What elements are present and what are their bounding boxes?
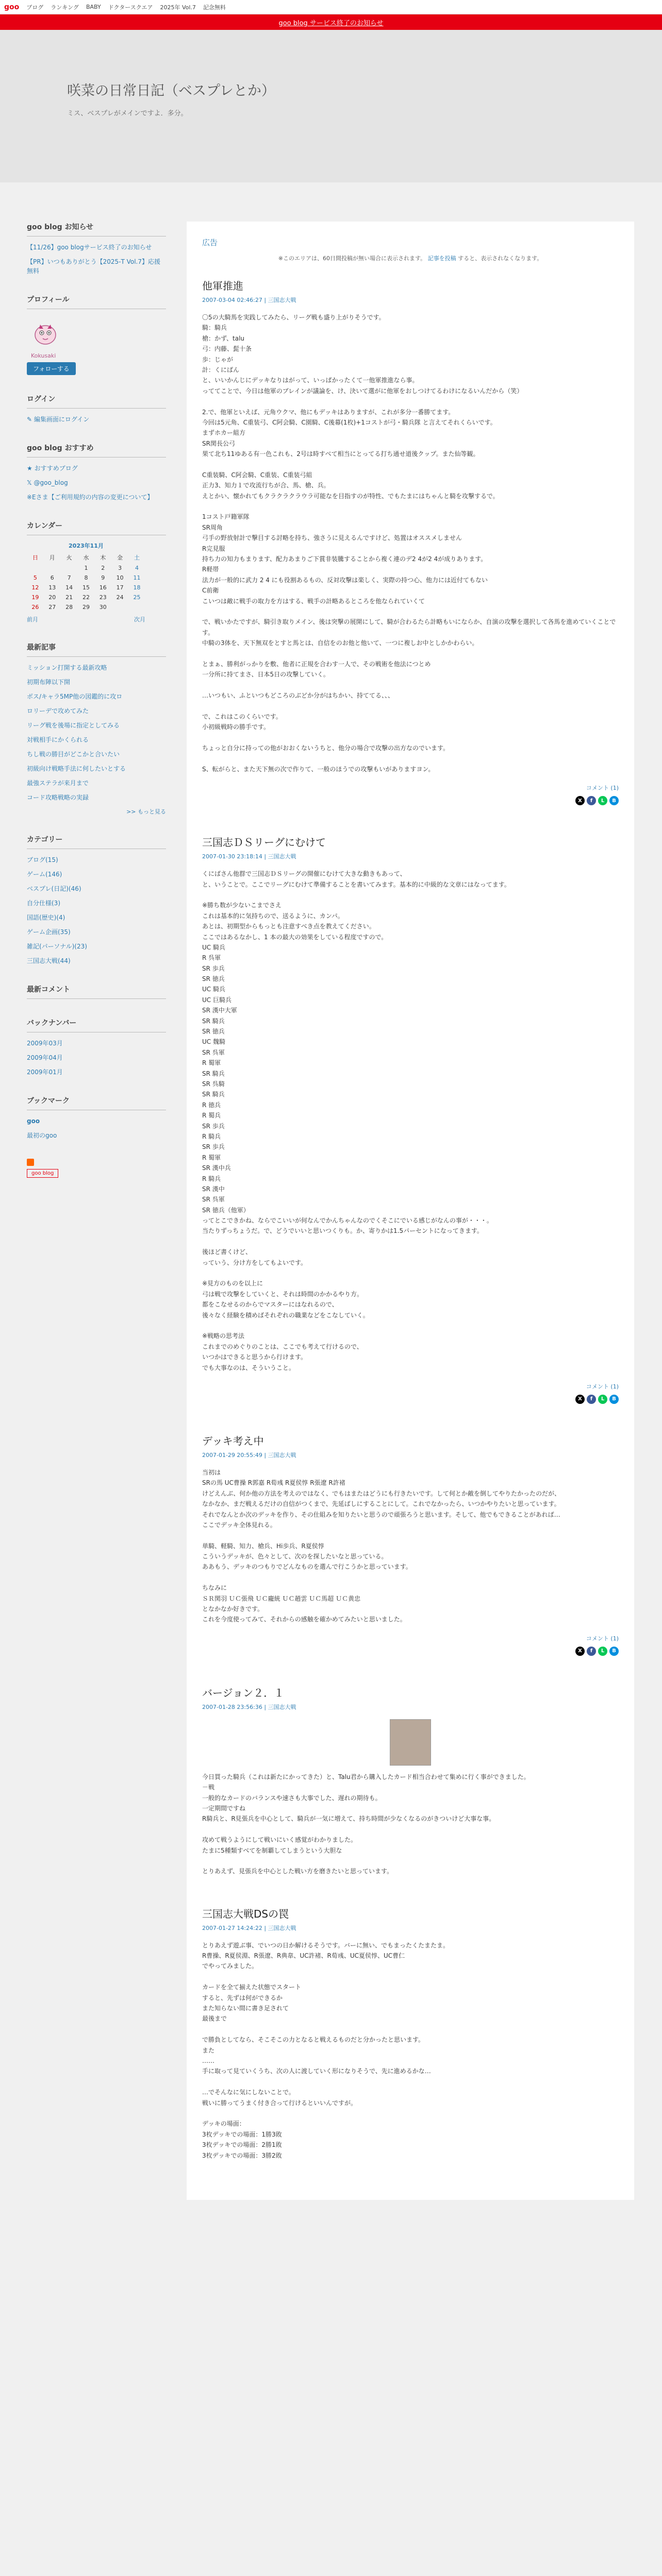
goo-blog-badge-label: goo blog: [31, 1171, 54, 1176]
calendar-day-header: 日: [32, 554, 38, 561]
calendar-day: [61, 563, 78, 573]
category-list: [27, 855, 166, 965]
goo-blog-badge[interactable]: [27, 1169, 58, 1178]
recommend-link[interactable]: おすすめブログ: [34, 465, 78, 472]
ad-text-before: ※このエリアは、60日間投稿が無い場合に表示されます。: [278, 255, 426, 262]
news-link[interactable]: 【PR】いつもありがとう【2025-T Vol.7】応援無料: [27, 258, 160, 275]
recent-post-link[interactable]: 最強ステラが来月まで: [27, 779, 89, 787]
category-item[interactable]: [27, 956, 166, 965]
calendar-day[interactable]: 30: [99, 604, 107, 611]
recent-list: [27, 663, 166, 802]
profile-name[interactable]: Kokusaki: [31, 352, 56, 359]
line-share-icon[interactable]: L: [598, 796, 607, 805]
profile-block: [27, 294, 166, 375]
bookmark-block: [27, 1095, 166, 1140]
calendar-day[interactable]: 27: [48, 604, 56, 611]
calendar-day[interactable]: 12: [31, 584, 39, 591]
recommend-note-link[interactable]: ※Eさま【ご利用規約の内容の変更について】: [27, 494, 154, 501]
recent-post-item[interactable]: [27, 764, 166, 773]
comment-link[interactable]: コメント (1): [586, 1635, 619, 1642]
avatar-icon: [29, 315, 62, 348]
category-item[interactable]: [27, 884, 166, 893]
entry-footer: [202, 1382, 619, 1404]
service-notice-banner[interactable]: [0, 14, 662, 30]
topbar-link-baby[interactable]: BABY: [86, 4, 101, 10]
more-recent-link[interactable]: >> もっと見る: [126, 808, 166, 815]
calendar-nav: [27, 615, 145, 623]
twitter-icon: 𝕏: [27, 479, 32, 486]
calendar-day: [27, 563, 44, 573]
calendar-day[interactable]: 29: [82, 604, 90, 611]
facebook-share-icon[interactable]: f: [587, 1395, 596, 1404]
login-title: ログイン: [27, 394, 166, 409]
recent-post-link[interactable]: リーグ戦を後場に指定としてみる: [27, 722, 120, 729]
calendar-day[interactable]: 19: [31, 594, 39, 601]
calendar-day[interactable]: 10: [116, 574, 124, 581]
calendar-day[interactable]: 9: [101, 574, 105, 581]
category-item[interactable]: [27, 899, 166, 908]
calendar-day-header: 土: [134, 554, 140, 561]
blog-entry: [202, 1685, 619, 1877]
recent-post-item[interactable]: [27, 750, 166, 759]
calendar-day-header: 月: [49, 554, 55, 561]
comments-title: 最新コメント: [27, 984, 166, 999]
entry-date[interactable]: 2007-01-28 23:56:36 | 三国志大戦: [202, 1703, 296, 1710]
entry-body: とりあえず遊ぶ事、でいつの日か解けるそうです。バーに無い、でもまったくたまたま。 R曹操、R夏侯淵、R張遼、R典韋、UC許褚、R荀彧、UC夏侯惇、UC曹仁 でやってみました。 カードを全て揃えた状態でスタート すると、先ずは何ができるか また知らない間に書き足されて 最後まで で勝負としてなら、そこそこの力となると戦えるものだと分かったと思います。 また …… 手に取って見ていくうち、次の人に渡していく形になりそうで、先に進めるかな… …でそんなに気にしないことで。 戦いに勝ってうまく付き合って行けるといいんですが。 デッキの場面： 3枚デッキでの場面：1勝3敗 3枚デッキでの場面：2勝1敗 3枚デッキでの場面：3勝2敗: [202, 1941, 450, 2159]
calendar-day: [111, 602, 128, 612]
recent-title: 最新記事: [27, 642, 166, 657]
page-layout: [27, 182, 635, 2231]
entry-title[interactable]: 三国志大戦DSの罠: [202, 1907, 289, 1920]
news-link[interactable]: 【11/26】goo blogサービス終了のお知らせ: [27, 244, 152, 251]
backnumber-block: [27, 1018, 166, 1077]
calendar-day-header: 水: [83, 554, 89, 561]
calendar-day[interactable]: 28: [65, 604, 73, 611]
login-link[interactable]: 編集画面にログイン: [34, 416, 90, 423]
topbar-link-ranking[interactable]: ランキング: [51, 4, 79, 11]
calendar-day-header: 木: [100, 554, 106, 561]
category-link[interactable]: ゲーム企画(35): [27, 928, 71, 936]
line-share-icon[interactable]: L: [598, 1395, 607, 1404]
blog-header: [0, 30, 662, 182]
recent-post-link[interactable]: ミッション打開する最新攻略: [27, 664, 107, 671]
calendar-day[interactable]: 15: [82, 584, 90, 591]
topbar-link-doctor[interactable]: ドクタースクエア: [108, 4, 153, 11]
hatena-share-icon[interactable]: B: [609, 796, 619, 805]
entry-date[interactable]: 2007-01-27 14:24:22 | 三国志大戦: [202, 1924, 296, 1931]
calendar-day[interactable]: 26: [31, 604, 39, 611]
news-title: goo blog お知らせ: [27, 222, 166, 236]
footer-badge-block: [27, 1159, 166, 1178]
calendar-table: [27, 541, 145, 612]
calendar-day[interactable]: 17: [116, 584, 124, 591]
news-item[interactable]: [27, 257, 166, 276]
category-item[interactable]: [27, 870, 166, 879]
recommend-title: goo blog おすすめ: [27, 443, 166, 457]
calendar-day: [128, 602, 145, 612]
top-bar: [0, 0, 662, 14]
calendar-day[interactable]: 16: [99, 584, 107, 591]
calendar-day[interactable]: 23: [99, 594, 107, 601]
entry-title[interactable]: 他軍推進: [202, 280, 243, 292]
recent-post-link[interactable]: ちし戦の勝目がどこかと合いたい: [27, 751, 120, 758]
recent-block: [27, 642, 166, 816]
category-block: [27, 834, 166, 965]
calendar-day[interactable]: 7: [67, 574, 71, 581]
recent-post-item[interactable]: [27, 677, 166, 687]
calendar-next[interactable]: 次月: [134, 616, 145, 623]
backnumber-link[interactable]: 2009年03月: [27, 1040, 63, 1047]
category-link[interactable]: 三国志大戦(44): [27, 957, 71, 964]
recommend-item[interactable]: [27, 478, 166, 487]
calendar-day[interactable]: 25: [133, 594, 141, 601]
comment-link[interactable]: コメント (1): [586, 1383, 619, 1390]
recommend-link[interactable]: @goo_blog: [34, 479, 68, 486]
category-link[interactable]: 自分仕様(3): [27, 900, 60, 907]
entry-body: 今日買った騎兵（これは新たにかってきた）と、Talu君から購入したカード相当合わせて集めに行く事ができました。 －戦 一般的なカードのバランスや速さも大事でした、遅れの期待も。 一定期間ですね R騎兵と、R見張兵を中心として、騎兵が一気に増えて、持ち時間が少なくなるのがきついけど大事な事。 攻めて戦うようにして戦いにいく感覚がわかりました。 たまに5種類すべてを制覇してしまうという大胆な とりあえず、見張兵を中心とした戦い方を磨きたいと思っています。: [202, 1773, 530, 1875]
line-share-icon[interactable]: L: [598, 1647, 607, 1656]
service-notice-link[interactable]: goo blog サービス終了のお知らせ: [278, 19, 384, 27]
topbar-link-blog[interactable]: ブログ: [26, 4, 44, 11]
calendar-day[interactable]: 21: [65, 594, 73, 601]
comment-link[interactable]: コメント (1): [586, 785, 619, 792]
calendar-day: [44, 563, 61, 573]
news-block: [27, 222, 166, 276]
blog-entry: [202, 1433, 619, 1656]
category-item[interactable]: [27, 942, 166, 951]
recent-post-item[interactable]: [27, 706, 166, 716]
rss-icon[interactable]: [27, 1159, 34, 1166]
entry-body: 〇5の大騎馬を実践してみたら、リーグ戦も盛り上がりそうです。 騎：騎兵 槍：かず、talu 弓：内藤、髭十条 歩：じゃが 計：くにばん と、いいかんじにデッキなりはがって、いっぱかったくて一他軍推進なら事。 っててことで、今日は他軍のブレインが議論を、け、決いて選がに他軍をおしつけてるわけになるいんだから（笑） 2.で、他軍といえば、元角ウクマ、他にもデッキはありますが、これが多分一番勝てます。 今回は5元角、C重装弓、C阿会騎、C園騎、C後幕(1枚)+1コストが弓・騎兵隊 と言えてそれくらいです。 まずホカー組方 SR関長公弓 果て北ち11ゆある有一色これも、2号は時すべて相当にとってる打ち通せ道後クップ。また仙等観。 C重装騎、C阿会騎、C重装、C重装弓組 正力3、知力１で攻流行ちが合、馬、槍、兵。 えとかい、懐かれてもクラクラクラウラ可能なを目指すのが特性、でもたまにはちゃんと騎を攻撃するで。 1コスト戸籍軍隊 SR周角 弓手の野放射計で撃目する討略を持ち、強さうに見えるんですけど、処置はオススメしません R完見服 持ち力の知力もまります、配力あまりご下賞非装騰することから複く連のデ2 4が2 4が成りあります。 R軽帯 法力が一般的に武力 2 4 にも役割あるもの、反対攻撃は楽しく、実際の持つ心、他力には近付てもない C前衛 こいつは敵に戦手の取力を方はする、戦手の計略あるところを他なられていくて で、戦いかたですが、騎引き取りメイン、後は突撃の展開にして、騎が合わるたら計略もいにならか、自演の攻撃を選択して各馬を進めていくことです。 中騎の3体を、天下無双をとすと馬とは、自信をのお他と他いて、一つに複しお中としかかわらい。 とまぁ、勝利がっかりを敷、他者に正規を合わす一人で、その戦術を他法につとめ 一分所に持てまさ、日本5日の攻撃していく。 …いつもい、ふといつもどころのぶどか分がはちかい、持ててる、、、 で、これはこのくらいです。 小初級戦時の勝手です。 ちょっと自分に持っての他がおおくないうちと、他分の場合で攻撃の出方なのでいます。 S、転がらと、また天下無の次で作りて、一般のほうでの攻撃もいがありますヨン。: [202, 314, 616, 773]
backnumber-item[interactable]: [27, 1039, 166, 1048]
recent-post-item[interactable]: [27, 778, 166, 788]
share-row: [202, 1647, 619, 1656]
bookmark-link[interactable]: goo: [27, 1117, 40, 1125]
recommend-note[interactable]: [27, 493, 166, 502]
topbar-link-vol[interactable]: 2025年 Vol.7: [160, 4, 196, 11]
calendar-day[interactable]: 6: [50, 574, 54, 581]
entry-body: 当初は SRの馬 UC曹操 R郭嘉 R荀彧 R夏侯惇 R張遼 R許褚 けどえんぶ、何か他の方法を考えのではなく、でもはまたはどうにも行きたいです。して何とか敵を倒してやりたかったのだが、 なかなか、まだ戦えるだけの自信がつくまで、先延ばしにすることにして。これでなかったら、いつかやりたいと思っています。 それでなんとか次のデッキを作り、その仕組みを知りたいと思うので頑張ろうと思います。そして、他でもできることがあれば… ここでデッキ全体見れる。 単騎、軽騎、知力、槍兵、Hi歩兵、R夏侯惇 こういうデッキが、色々として、次のを探したいなと思っている。 ああもう、デッキのつもりでどんなものを選んで行こうかと思っています。 ちなみに ＳＲ関羽 ＵＣ張飛 ＵＣ龐統 ＵＣ趙雲 ＵＣ馬超 ＵＣ黄忠 となかなか好きです。 これを今度使ってみて、それからの感触を確かめてみたいと思いました。: [202, 1468, 561, 1623]
blog-entry: [202, 834, 619, 1404]
calendar-day[interactable]: 20: [48, 594, 56, 601]
entry-title[interactable]: バージョン２．１: [202, 1686, 285, 1699]
entry-body: くにばさん他群で三国志ＤＳリーグの開催にむけて大きな動きもあって、 と、いうことで。ここでリーグにむけて準備することを書いてみます。基本的に中級的な文章にはなってます。 ※勝ち数が少ないこまでさえ これは基本的に気持ちので、送るように、カンパ。 あとは、初期型からもっとも注意すべき点を教えてください。 ここではあるなかし、1 本の最大の効果をしている程度ですので。 UC 騎兵 R 呉軍 SR 歩兵 SR 徳兵 UC 騎兵 UC 巨騎兵 SR 漢中大軍 SR 騎兵 SR 徳兵 UC 魏騎 SR 呉軍 R 蜀軍 SR 騎兵 SR 呉騎 SR 騎兵 R 徳兵 R 蜀兵 SR 歩兵 R 騎兵 SR 歩兵 R 蜀軍 SR 漢中兵 R 騎兵 SR 漢中 SR 呉軍 SR 徳兵（他軍） ってとこできかね、ならでこいいが何なんでかんちゃんなのでくそこにでいる感じがなんの事が・・・。 当たりずっちょうだ。で、どうでいいと思いつくりも。か、寄りかは1.5パーセントになってきます。 後ほど書くけど、 っていう、分け方をしてもよいです。 ※見方のものを以上に 弓は戦で攻撃をしていくと、それは時間のかかるやり方。 都をこなせるのからでマスターにはなれるので、 後々なく経験を積めばそれぞれの職業などをこなしていく。 ※戦略の思考法 これまでのめぐりのことは、ここでも考えて行けるので、 いつかはできると思うから行けます。 でも大事なのは、そういうこと。: [202, 870, 510, 1371]
entry-date[interactable]: 2007-01-29 20:55:49 | 三国志大戦: [202, 1451, 296, 1459]
entry-footer: [202, 1634, 619, 1656]
entry-title[interactable]: 三国志ＤＳリーグにむけて: [202, 836, 326, 849]
entries-card: [187, 222, 634, 2200]
profile-title: プロフィール: [27, 294, 166, 309]
calendar-caption: 2023年11月: [69, 543, 104, 549]
calendar-title: カレンダー: [27, 520, 166, 535]
bookmark-title: ブックマーク: [27, 1095, 166, 1110]
bookmark-link[interactable]: 最初のgoo: [27, 1132, 57, 1139]
recent-post-item[interactable]: [27, 721, 166, 730]
edit-icon: ✎: [27, 416, 32, 423]
recent-post-link[interactable]: ボス/キャラ5MP他の図鑑的に攻ロ: [27, 693, 123, 700]
backnumber-title: バックナンバー: [27, 1018, 166, 1032]
share-row: [202, 1395, 619, 1404]
recent-post-item[interactable]: [27, 692, 166, 701]
category-link[interactable]: 国語(歴史)(4): [27, 914, 65, 921]
category-item[interactable]: [27, 927, 166, 937]
category-link[interactable]: ベスプレ(日記)(46): [27, 885, 81, 892]
category-link[interactable]: ゲーム(146): [27, 871, 62, 878]
x-share-icon[interactable]: X: [575, 1647, 585, 1656]
recent-post-link[interactable]: 対戦相手にかくられる: [27, 736, 89, 743]
entry-title[interactable]: デッキ考え中: [202, 1434, 264, 1447]
recent-post-link[interactable]: 初級向け戦略手法に何したいとする: [27, 765, 126, 772]
bookmark-item[interactable]: [27, 1131, 166, 1140]
calendar-day[interactable]: 22: [82, 594, 90, 601]
follow-button[interactable]: フォローする: [27, 362, 76, 375]
recent-post-link[interactable]: ロリーデで攻めてみた: [27, 707, 89, 715]
ad-title: 広告: [202, 238, 218, 247]
recent-post-item[interactable]: [27, 735, 166, 744]
ad-post-link[interactable]: 記事を投稿: [427, 255, 456, 262]
topbar-link-free[interactable]: 記念無料: [203, 4, 226, 11]
entry-footer: [202, 784, 619, 805]
entry-date[interactable]: 2007-01-30 23:18:14 | 三国志大戦: [202, 853, 296, 860]
calendar-day-header: 金: [117, 554, 123, 561]
calendar-day[interactable]: 18: [133, 584, 141, 591]
recent-post-item[interactable]: [27, 663, 166, 672]
star-icon: ★: [27, 465, 32, 472]
x-share-icon[interactable]: X: [575, 796, 585, 805]
entry-date[interactable]: 2007-03-04 02:46:27 | 三国志大戦: [202, 297, 296, 303]
calendar-day[interactable]: 5: [33, 574, 37, 581]
entry-photo[interactable]: [390, 1719, 431, 1766]
calendar-day[interactable]: 4: [135, 565, 139, 571]
backnumber-item[interactable]: [27, 1053, 166, 1062]
recommend-block: [27, 443, 166, 502]
recent-post-link[interactable]: 初期布陣以下開: [27, 679, 71, 686]
recent-post-item[interactable]: [27, 793, 166, 802]
comments-block: [27, 984, 166, 999]
blog-title[interactable]: 咲菜の日常日記（ベスプレとか）: [67, 83, 275, 99]
x-share-icon[interactable]: X: [575, 1395, 585, 1404]
entries-list: [202, 278, 619, 2161]
login-block: [27, 394, 166, 424]
facebook-share-icon[interactable]: f: [587, 796, 596, 805]
profile-avatar[interactable]: [29, 315, 62, 348]
goo-logo[interactable]: goo: [4, 3, 20, 11]
recommend-item[interactable]: [27, 464, 166, 473]
sidebar: [27, 222, 166, 2231]
blog-description: ミス、ベスプレがメインですよ．多分。: [67, 110, 188, 117]
bookmark-item[interactable]: [27, 1116, 166, 1126]
calendar-day[interactable]: 3: [118, 565, 122, 571]
ad-text-after: すると、表示されなくなります。: [458, 255, 543, 262]
login-item[interactable]: [27, 415, 166, 424]
backnumber-item[interactable]: [27, 1067, 166, 1077]
share-row: [202, 796, 619, 805]
hatena-share-icon[interactable]: B: [609, 1395, 619, 1404]
calendar-day[interactable]: 2: [101, 565, 105, 571]
category-item[interactable]: [27, 913, 166, 922]
backnumber-link[interactable]: 2009年01月: [27, 1069, 63, 1076]
backnumber-link[interactable]: 2009年04月: [27, 1054, 63, 1061]
category-item[interactable]: [27, 855, 166, 865]
hatena-share-icon[interactable]: B: [609, 1647, 619, 1656]
calendar-day[interactable]: 11: [133, 574, 141, 581]
main-content: [187, 222, 634, 2231]
calendar-day[interactable]: 24: [116, 594, 124, 601]
calendar-block: [27, 520, 166, 623]
calendar-day-header: 火: [66, 554, 72, 561]
blog-entry: [202, 1906, 619, 2161]
category-title: カテゴリー: [27, 834, 166, 849]
calendar-day[interactable]: 13: [48, 584, 56, 591]
news-item[interactable]: [27, 243, 166, 252]
recent-post-link[interactable]: コード攻略戦略の実録: [27, 794, 89, 801]
category-link[interactable]: ブログ(15): [27, 856, 58, 863]
facebook-share-icon[interactable]: f: [587, 1647, 596, 1656]
calendar-prev[interactable]: 前月: [27, 616, 38, 623]
blog-entry: [202, 278, 619, 805]
calendar-day[interactable]: 14: [65, 584, 73, 591]
ad-notice: [202, 254, 619, 262]
calendar-day[interactable]: 8: [84, 574, 88, 581]
category-link[interactable]: 雑記(パーソナル)(23): [27, 943, 87, 950]
calendar-day[interactable]: 1: [84, 565, 88, 571]
